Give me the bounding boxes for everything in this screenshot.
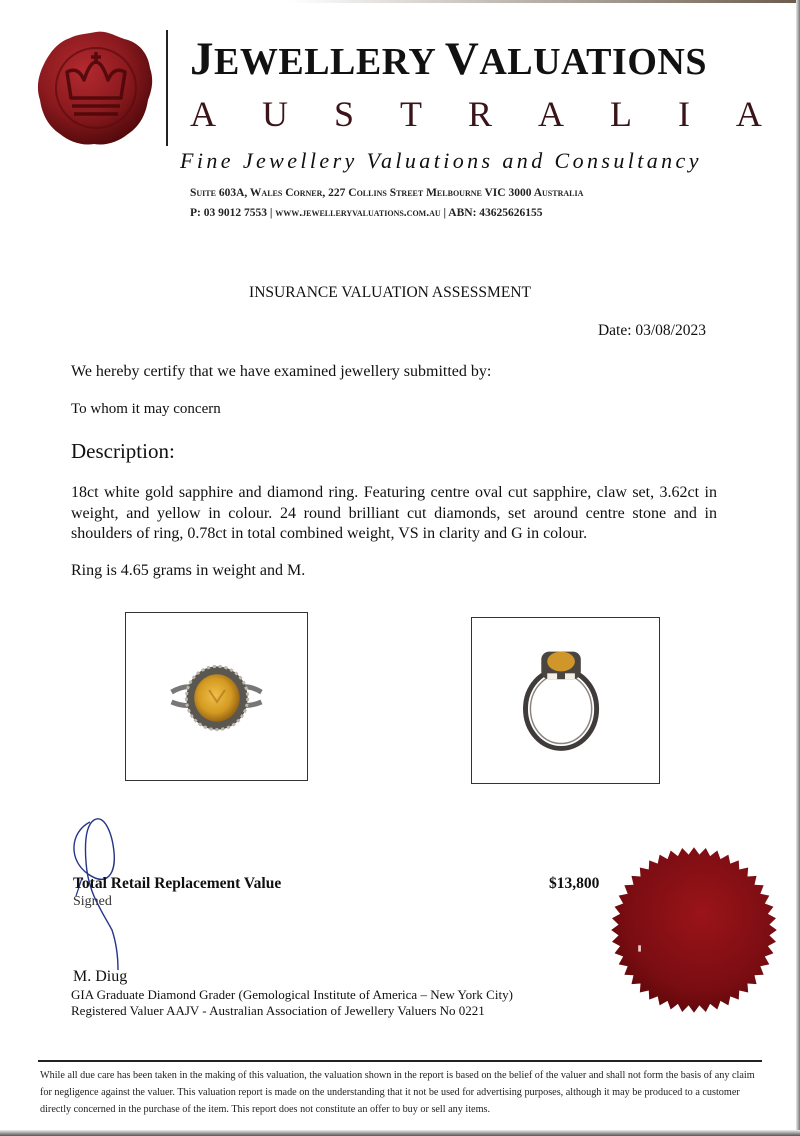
brand-tagline: Fine Jewellery Valuations and Consultancy: [180, 148, 702, 173]
document-date: Date: 03/08/2023: [597, 322, 706, 339]
ring-side-view-image: [472, 618, 659, 783]
footer-divider: [38, 1060, 762, 1062]
page-edge-bottom: [0, 1130, 800, 1136]
description-heading: Description:: [71, 439, 175, 463]
document-title: INSURANCE VALUATION ASSESSMENT: [249, 284, 531, 301]
company-contact: P: 03 9012 7553 | www.jewelleryvaluations.com.au | ABN: 43625626155: [190, 207, 543, 219]
valuer-name: M. Diug: [73, 968, 128, 985]
red-foil-seal-icon: [602, 840, 786, 1020]
weight-statement: Ring is 4.65 grams in weight and M.: [71, 562, 306, 579]
valuer-credential-gia: GIA Graduate Diamond Grader (Gemological Institute of America – New York City): [71, 987, 513, 1002]
brand-title: JEWELLERY VALUATIONS: [190, 33, 707, 85]
total-value-label: Total Retail Replacement Value: [73, 875, 282, 892]
certify-statement: We hereby certify that we have examined jewellery submitted by:: [71, 363, 492, 380]
page-edge-right: [796, 0, 800, 1136]
signed-label: Signed: [73, 894, 112, 909]
brand-country: A U S T R A L I A: [190, 94, 762, 134]
ring-photo-side-view: [471, 617, 660, 784]
wax-seal-crown-icon: [36, 28, 156, 150]
company-address: Suite 603A, Wales Corner, 227 Collins Street Melbourne VIC 3000 Australia: [190, 187, 584, 199]
valuer-credential-aajv: Registered Valuer AAJV - Australian Association of Jewellery Valuers No 0221: [71, 1003, 485, 1018]
total-value-amount: $13,800: [549, 875, 600, 892]
page-edge-top: [290, 0, 800, 3]
recipient: To whom it may concern: [71, 401, 221, 417]
ring-top-view-image: [126, 613, 307, 780]
ring-photo-top-view: [125, 612, 308, 781]
description-body: 18ct white gold sapphire and diamond ring. Featuring centre oval cut sapphire, claw set, 3.62ct in weight, and yellow in colour. 24 round brilliant cut diamonds, set around centre stone and in shoulders of ring, 0.78ct in total combined weight, VS in clarity and G in colour.: [71, 484, 717, 542]
footer-disclaimer: While all due care has been taken in the making of this valuation, the valuation shown in the report is based on the belief of the valuer and shall not form the basis of any claim for negligence against the valuer. This valuation report is made on the understanding that it not be used for advertising purposes, although it may be produced to a customer directly concerned in the purchase of the item. This report does not constitute an offer to buy or sell any items.: [40, 1070, 755, 1115]
header-divider: [166, 30, 168, 146]
